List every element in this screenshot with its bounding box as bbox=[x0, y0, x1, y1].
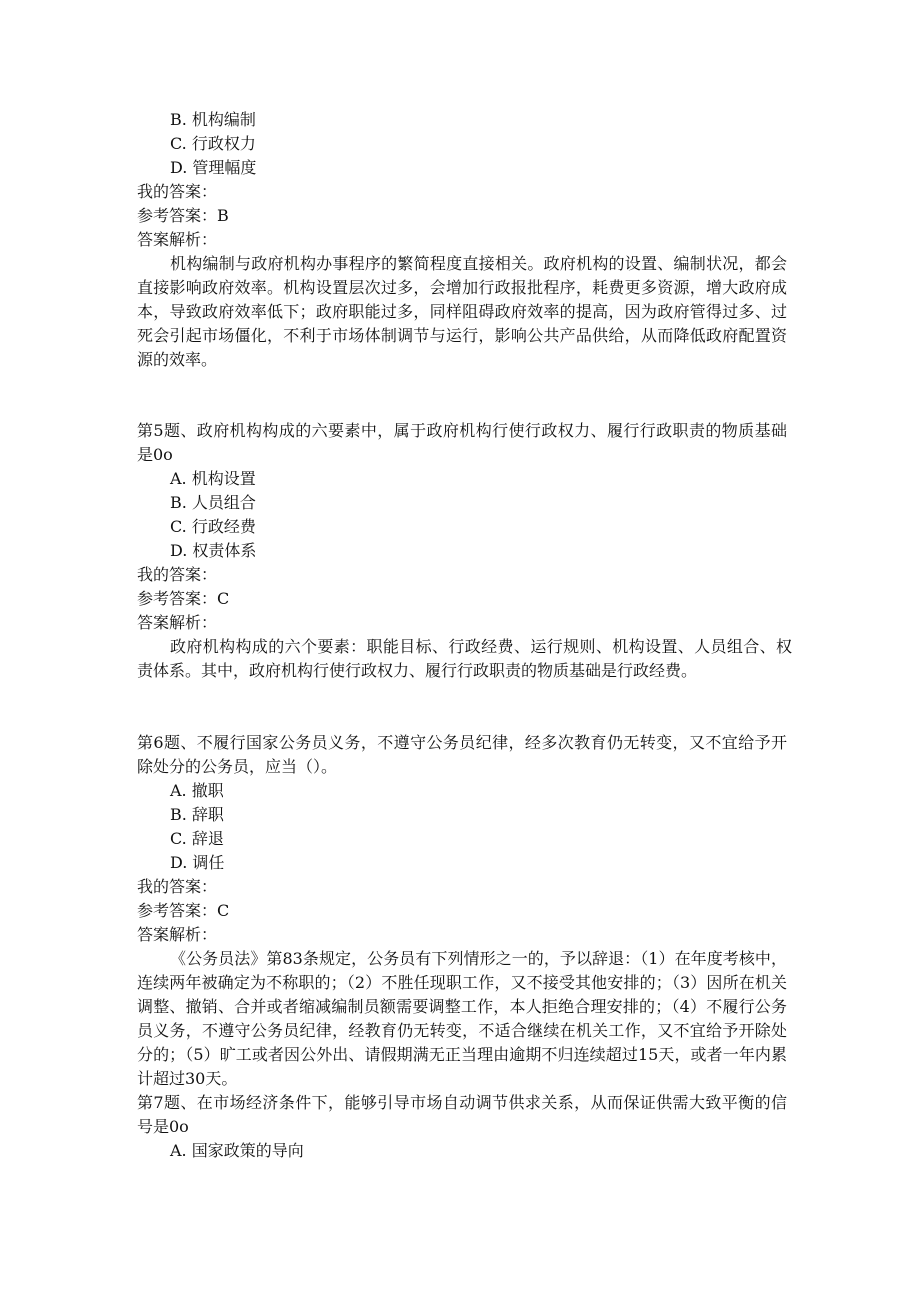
q4-option-d: D. 管理幅度 bbox=[170, 158, 257, 177]
q6-option-a: A. 撤职 bbox=[170, 781, 224, 800]
q6-my-answer-label: 我的答案： bbox=[137, 877, 218, 896]
q5-option-d: D. 权责体系 bbox=[170, 541, 257, 560]
q4-my-answer-label: 我的答案： bbox=[137, 182, 218, 201]
q6-option-d: D. 调任 bbox=[170, 853, 225, 872]
q5-analysis-label: 答案解析： bbox=[137, 613, 218, 632]
q6-reference-answer bbox=[137, 899, 229, 923]
q7-option-a: A. 国家政策的导向 bbox=[170, 1141, 304, 1160]
q5-ref-value: C bbox=[217, 589, 230, 608]
q4-analysis-text: 机构编制与政府机构办事程序的繁简程度直接相关。政府机构的设置、编制状况，都会直接影响政府效率。机构设置层次过多，会增加行政报批程序，耗费更多资源，增大政府成本，导致政府效率低下；政府职能过多，同样阻碍政府效率的提高，因为政府管得过多、过死会引起市场僵化，不利于市场体制调节与运行，影响公共产品供给，从而降低政府配置资源的效率。 bbox=[137, 254, 787, 369]
q5-analysis-text: 政府机构构成的六个要素：职能目标、行政经费、运行规则、机构设置、人员组合、权责体系。其中，政府机构行使行政权力、履行行政职责的物质基础是行政经费。 bbox=[137, 637, 792, 680]
q6-analysis-label: 答案解析： bbox=[137, 925, 218, 944]
q5-ref-label: 参考答案： bbox=[137, 589, 218, 608]
q4-ref-value: B bbox=[217, 206, 229, 225]
q5-question: 第5题、政府机构构成的六要素中，属于政府机构行使行政权力、履行行政职责的物质基础是0o bbox=[137, 421, 787, 464]
q5-reference-answer bbox=[137, 587, 229, 611]
q6-question: 第6题、不履行国家公务员义务，不遵守公务员纪律，经多次教育仍无转变，又不宜给予开除处分的公务员，应当（）。 bbox=[137, 733, 787, 776]
q6-analysis-text: 《公务员法》第83条规定，公务员有下列情形之一的，予以辞退：（1）在年度考核中，连续两年被确定为不称职的；（2）不胜任现职工作，又不接受其他安排的；（3）因所在机关调整、撤销、合并或者缩减编制员额需要调整工作，本人拒绝合理安排的；（4）不履行公务员义务，不遵守公务员纪律，经教育仍无转变，不适合继续在机关工作，又不宜给予开除处分的；（5）旷工或者因公外出、请假期满无正当理由逾期不归连续超过15天，或者一年内累计超过30天。 bbox=[137, 949, 787, 1088]
q4-reference-answer bbox=[137, 204, 229, 228]
q5-option-c: C. 行政经费 bbox=[170, 517, 256, 536]
q4-option-c: C. 行政权力 bbox=[170, 134, 256, 153]
q5-option-b: B. 人员组合 bbox=[170, 493, 256, 512]
q5-my-answer-label: 我的答案： bbox=[137, 565, 218, 584]
q4-analysis-label: 答案解析： bbox=[137, 230, 218, 249]
q6-ref-value: C bbox=[217, 901, 230, 920]
q6-option-c: C. 辞退 bbox=[170, 829, 224, 848]
q6-option-b: B. 辞职 bbox=[170, 805, 224, 824]
q6-ref-label: 参考答案： bbox=[137, 901, 218, 920]
q7-question: 第7题、在市场经济条件下，能够引导市场自动调节供求关系，从而保证供需大致平衡的信号是0o bbox=[137, 1093, 787, 1136]
q5-option-a: A. 机构设置 bbox=[170, 469, 256, 488]
q4-ref-label: 参考答案： bbox=[137, 206, 218, 225]
q4-option-b: B. 机构编制 bbox=[170, 110, 256, 129]
